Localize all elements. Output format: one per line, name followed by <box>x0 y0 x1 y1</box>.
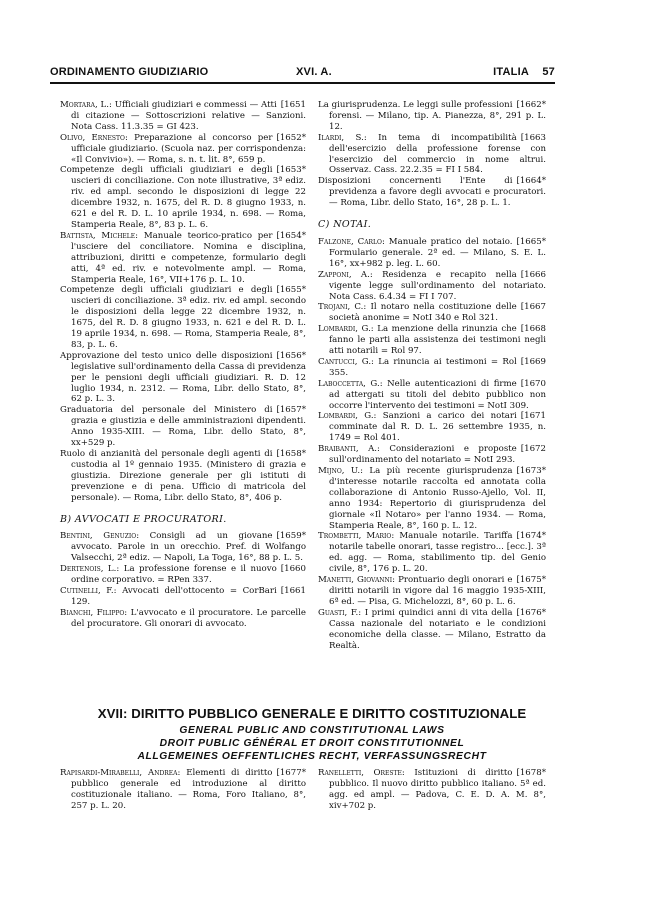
bibliography-entry <box>318 357 546 379</box>
entry-author: Battista, Michele: <box>60 230 139 241</box>
entry-reference-number: [1672 <box>520 444 546 455</box>
header-section-title: ORDINAMENTO GIUDIZIARIO <box>50 66 209 78</box>
left-entries-a <box>60 100 306 504</box>
bibliography-entry <box>60 231 306 286</box>
bibliography-entry <box>60 100 306 133</box>
header-country: ITALIA <box>493 66 529 78</box>
entry-text: La rinuncia ai testimoni = Rol 355. <box>329 356 517 378</box>
bibliography-entry <box>318 133 546 177</box>
entry-reference-number: [1669 <box>520 356 546 367</box>
entry-reference-number: [1676* <box>516 607 546 618</box>
bibliography-entry <box>318 237 546 270</box>
right-entries-a <box>318 100 546 209</box>
bibliography-entry <box>60 608 306 630</box>
entry-text: Avvocati dell'ottocento = CorBari 129. <box>71 585 277 607</box>
bibliography-entry <box>60 586 306 608</box>
entry-reference-number: [1674* <box>516 531 546 542</box>
bibliography-entry <box>318 531 546 575</box>
entry-text: I primi quindici anni di vita della Cassa nazionale del notariato e le condizioni economiche della classe. — Milano, Estratto da Realtà. <box>329 607 546 651</box>
bottom-left-entry-container <box>60 768 306 812</box>
bibliography-entry <box>60 165 306 230</box>
bottom-right-entry-container <box>318 768 546 812</box>
entry-author: Ranelletti, Oreste: <box>318 768 405 778</box>
entry-author: Rapisardi-Mirabelli, Andrea: <box>60 768 181 778</box>
section-xvii-subtitle-en: GENERAL PUBLIC AND CONSTITUTIONAL LAWS <box>179 725 445 736</box>
entry-reference-number: [1667 <box>520 302 546 313</box>
bibliography-entry <box>60 351 306 406</box>
entry-reference-number: [1678* <box>516 768 546 778</box>
entry-reference-number: [1659* <box>276 531 306 542</box>
entry-text: Ruolo di anzianità del personale degli agenti di custodia al 1º gennaio 1935. (Ministero di grazia e giustizia. Direzione generale per gli istituti di prevenzione e di pena. Ufficio di matricola del personale). — Roma, Libr. dello Stato, 8°, 406 p. <box>60 449 306 503</box>
entry-reference-number: [1673* <box>516 466 546 476</box>
entry-text: L'avvocato e il procuratore. Le parcelle del procuratore. Gli onorari di avvocato. <box>71 607 306 629</box>
bibliography-entry <box>60 405 306 449</box>
entry-reference-number: [1660 <box>280 564 306 575</box>
section-xvii-title: XVII: DIRITTO PUBBLICO GENERALE E DIRITTO COSTITUZIONALE <box>97 706 527 721</box>
entry-reference-number: [1651 <box>280 100 306 110</box>
entry-text: Considerazioni e proposte sull'ordinamento del notariato = NotI 293. <box>329 444 517 466</box>
entry-text: Prontuario degli onorari e diritti notarili in vigore dal 16 maggio 1935-XIII, 6ª ed. — Pisa, G. Michelozzi, 8°, 60 p. L. 6. <box>329 575 546 607</box>
entry-reference-number: [1652* <box>276 132 306 143</box>
running-header <box>50 64 555 84</box>
entry-reference-number: [1657* <box>276 405 306 416</box>
section-c-heading: C) NOTAI. <box>318 219 372 231</box>
entry-reference-number: [1668 <box>520 324 546 335</box>
left-column <box>60 100 306 630</box>
entry-text: Preparazione al concorso per ufficiale giudiziario. (Scuola naz. per corrispondenza: «Il Convivio»). — Roma, s. n. t. lit. 8°, 659 p. <box>71 132 306 165</box>
entry-author: Bianchi, Filippo: <box>60 607 128 618</box>
entry-author: Braibanti, A.: <box>318 444 380 455</box>
entry-text: Ufficiali giudiziari e commessi — Atti di citazione — Sottoscrizioni relative — Sanzioni. Nota Cass. 11.3.35 = GI 423. <box>71 100 306 132</box>
bibliography-entry <box>318 379 546 412</box>
entry-reference-number: [1671 <box>520 411 546 422</box>
bibliography-entry <box>318 575 546 608</box>
bibliography-entry <box>318 270 546 303</box>
entry-text: La giurisprudenza. Le leggi sulle professioni forensi. — Milano, tip. A. Pianezza, 8°, 291 p. L. 12. <box>318 100 546 132</box>
entry-reference-number: [1666 <box>520 269 546 280</box>
section-xvii-subtitle-fr: DROIT PUBLIC GÉNÉRAL ET DROIT CONSTITUTIONNEL <box>159 738 465 749</box>
left-entries-b <box>60 531 306 629</box>
entry-author: Mortara, L.: <box>60 100 112 110</box>
entry-author: Zapponi, A.: <box>318 269 373 280</box>
bibliography-entry <box>60 531 306 564</box>
bibliography-entry <box>318 411 546 444</box>
bibliography-entry <box>60 564 306 586</box>
entry-author: Dertenois, L.: <box>60 564 120 575</box>
entry-author: Manetti, Giovanni: <box>318 575 396 586</box>
entry-text: La menzione della rinunzia che fanno le parti alla assistenza dei testimoni negli atti notarili = Rol 97. <box>329 324 546 357</box>
bibliography-entry <box>318 608 546 652</box>
bibliography-entry <box>60 449 306 504</box>
right-column <box>318 100 546 651</box>
entry-text: Manuale pratico del notaio. Formulario generale. 2ª ed. — Milano, S. E. L. 16°, xx+982 p. leg. L. 60. <box>329 236 546 269</box>
entry-author: Lombardi, G.: <box>318 324 374 335</box>
page-number: 57 <box>542 66 555 78</box>
entry-reference-number: [1665* <box>516 236 546 247</box>
entry-reference-number: [1664* <box>516 176 546 187</box>
bibliography-entry <box>318 466 546 531</box>
entry-text: Residenza e recapito nella vigente legge sull'ordinamento del notariato. Nota Cass. 6.4.34 = FI I 707. <box>329 269 546 302</box>
bibliography-entry <box>318 176 546 209</box>
entry-author: Lombardi, G.: <box>318 411 377 422</box>
entry-text: Elementi di diritto pubblico generale ed introduzione al diritto costituzionale italiano. — Roma, Foro Italiano, 8°, 257 p. L. 20. <box>71 768 306 811</box>
entry-author: Falzone, Carlo: <box>318 236 385 247</box>
bibliography-entry <box>318 100 546 133</box>
entry-author: Cutinelli, F.: <box>60 585 117 596</box>
entry-author: Olivo, Ernesto: <box>60 132 128 143</box>
entry-reference-number: [1658* <box>276 449 306 459</box>
entry-text: Consigli ad un giovane avvocato. Parole in un orecchio. Pref. di Wolfango Valsecchi, 2ª ediz. — Napoli, La Toga, 16°, 88 p. L. 5. <box>71 531 306 564</box>
section-xvii-subtitle-de: ALLGEMEINES OEFFENTLICHES RECHT, VERFASSUNGSRECHT <box>137 751 487 762</box>
entry-text: Manuale notarile. Tariffa notarile tabelle onorari, tasse registro... [ecc.]. 3ª ed. agg. — Roma, stabilimento tip. del Genio civile, 8°, 176 p. L. 20. <box>329 531 546 575</box>
entry-reference-number: [1655* <box>276 285 306 296</box>
entry-reference-number: [1662* <box>516 100 546 110</box>
entry-author: Mijno, U.: <box>318 466 363 476</box>
entry-reference-number: [1653* <box>276 165 306 176</box>
entry-author: Guasti, F.: <box>318 607 362 618</box>
bibliography-entry <box>318 324 546 357</box>
entry-reference-number: [1670 <box>520 378 546 389</box>
entry-text: Nelle autenticazioni di firme ad attergati su titoli del debito pubblico non occorre l'intervento dei testimoni = NotI 309. <box>329 378 546 411</box>
entry-author: Cantucci, G.: <box>318 356 374 367</box>
bibliography-entry <box>60 285 306 350</box>
entry-reference-number: [1656* <box>276 350 306 361</box>
entry-author: Bentini, Genuzio: <box>60 531 140 542</box>
entry-author: Laboccetta, G.: <box>318 378 383 389</box>
right-entries-c <box>318 237 546 651</box>
entry-reference-number: [1677* <box>276 768 306 778</box>
entry-text: Disposizioni concernenti l'Ente di previdenza a favore degli avvocati e procuratori. — Roma, Libr. dello Stato, 16°, 28 p. L. 1. <box>318 176 546 209</box>
section-b-heading: B) AVVOCATI E PROCURATORI. <box>60 513 227 525</box>
entry-text: Competenze degli ufficiali giudiziari e degli uscieri di conciliazione. Con note illustrative, 3ª ediz. riv. ed ampl. secondo le disposizioni di legge 22 dicembre 1932, n. 1675, del R. D. 8 giugno 1933, n. 621 e del R. D. L. 10 aprile 1934, n. 698. — Roma, Stamperia Reale, 8°, 83 p. L. 6. <box>60 165 306 230</box>
entry-text: Sanzioni a carico dei notari comminate dal R. D. L. 26 settembre 1935, n. 1749 = Rol 401. <box>329 411 546 444</box>
entry-text: La professione forense e il nuovo ordine corporativo. = RPen 337. <box>71 564 277 586</box>
entry-text: Manuale teorico-pratico per l'usciere del conciliatore. Nomina e disciplina, attribuzioni, diritti e competenze, formulario degli atti, 4ª ed. riv. e notevolmente ampl. — Roma, Stamperia Reale, 16°, VII+176 p. L. 10. <box>71 230 306 285</box>
entry-text: Competenze degli ufficiali giudiziari e degli uscieri di conciliazione. 3ª ediz. riv. ed ampl. secondo le disposizioni della legge 22 dicembre 1932, n. 1675, del R. D. 8 giugno 1933, n. 621 e del R. D. L. 19 aprile 1934, n. 698. — Roma, Stamperia Reale, 8°, 83, p. L. 6. <box>60 285 306 350</box>
entry-text: La più recente giurisprudenza d'interesse notarile raccolta ed annotata colla collaborazione di Antonio Russo-Ajello, Vol. II, anno 1934: Repertorio di giurisprudenza del giornale «Il Notaro» per l'anno 1934. — Roma, Stamperia Reale, 8°, 160 p. L. 12. <box>329 466 546 531</box>
bibliography-entry <box>318 302 546 324</box>
entry-reference-number: [1675* <box>516 575 546 586</box>
entry-author: Ilardi, S.: <box>318 132 367 143</box>
entry-reference-number: [1663 <box>520 132 546 143</box>
entry-author: Trombetti, Mario: <box>318 531 395 542</box>
bibliography-entry <box>60 133 306 166</box>
entry-author: Trojani, C.: <box>318 302 367 313</box>
entry-reference-number: [1661 <box>280 585 306 596</box>
bibliography-entry <box>60 768 306 812</box>
bibliography-entry <box>318 768 546 812</box>
entry-text: Il notaro nella costituzione delle società anonime = NotI 340 e Rol 321. <box>329 302 517 324</box>
entry-text: Approvazione del testo unico delle disposizioni legislative sull'ordinamento della Cassa di previdenza per le pensioni degli ufficiali giudiziari. R. D. 12 luglio 1934, n. 2312. — Roma, Libr. dello Stato, 8°, 62 p. L. 3. <box>60 350 306 405</box>
header-section-number: XVI. A. <box>296 66 332 78</box>
bibliography-entry <box>318 444 546 466</box>
entry-reference-number: [1654* <box>276 230 306 241</box>
entry-text: In tema di incompatibilità dell'esercizio della professione forense con l'esercizio del commercio in nome altrui. Osservaz. Cass. 22.2.35 = FI I 584. <box>329 132 546 176</box>
entry-text: Istituzioni di diritto pubblico. Il nuovo diritto pubblico italiano. 5ª ed. agg. ed ampl. — Padova, C. E. D. A. M. 8°, xiv+702 p. <box>329 768 546 811</box>
entry-text: Graduatoria del personale del Ministero di grazia e giustizia e delle amministrazioni dipendenti. Anno 1935-XIII. — Roma, Libr. dello Stato, 8°, xx+529 p. <box>60 405 306 449</box>
